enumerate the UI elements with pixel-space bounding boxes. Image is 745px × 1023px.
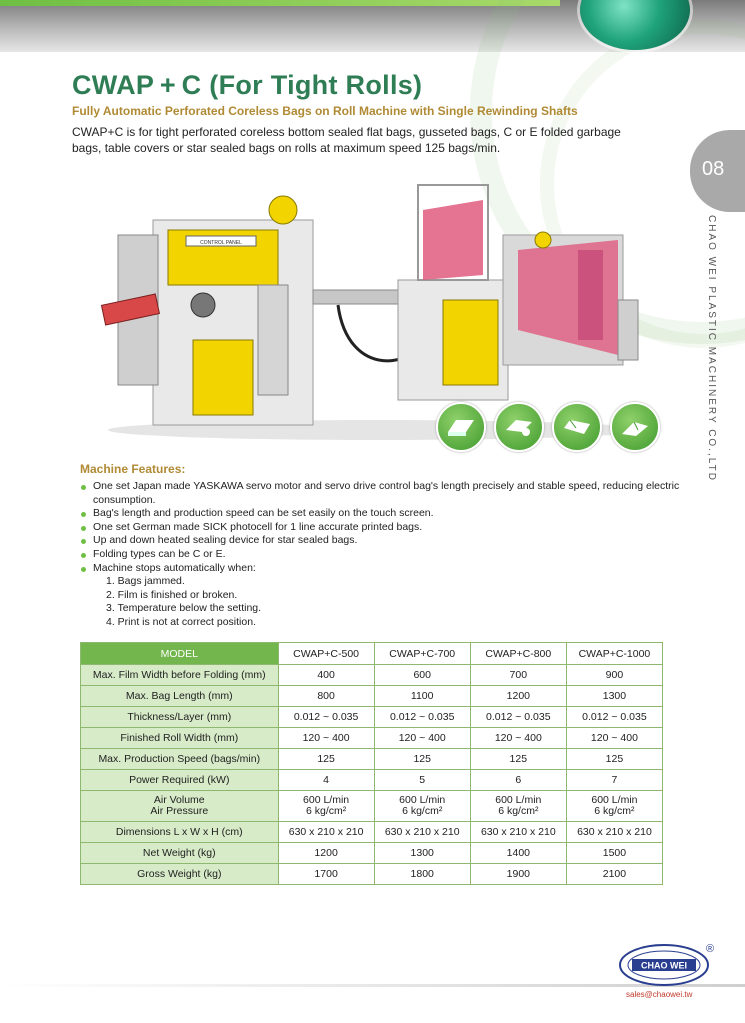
table-cell: 1500: [566, 843, 662, 864]
table-cell: 1300: [374, 843, 470, 864]
bullet-icon: [81, 553, 86, 558]
fold-type-icon: [436, 402, 486, 452]
table-cell: 1700: [278, 864, 374, 885]
row-label: Net Weight (kg): [81, 843, 279, 864]
stop-condition: 4. Print is not at correct position.: [106, 615, 256, 628]
row-label: Max. Production Speed (bags/min): [81, 749, 279, 770]
row-label: Max. Bag Length (mm): [81, 686, 279, 707]
list-item: Bag's length and production speed can be set easily on the touch screen.: [80, 507, 680, 521]
table-cell: 1300: [566, 686, 662, 707]
table-cell: 1200: [470, 686, 566, 707]
table-cell: 600: [374, 665, 470, 686]
list-item: Up and down heated sealing device for star sealed bags.: [80, 534, 680, 548]
table-cell: 0.012 ~ 0.035: [278, 707, 374, 728]
company-name-vertical: CHAO WEI PLASTIC MACHINERY CO.,LTD: [706, 215, 717, 482]
row-label: Dimensions L x W x H (cm): [81, 822, 279, 843]
list-item: One set Japan made YASKAWA servo motor and servo drive control bag's length precisely and stable speed, reducing electric consumption.: [80, 480, 680, 507]
page-subtitle: Fully Automatic Perforated Coreless Bags on Roll Machine with Single Rewinding Shafts: [72, 104, 578, 118]
table-cell: 125: [566, 749, 662, 770]
table-row: [81, 665, 663, 686]
company-logo: [618, 940, 718, 990]
bullet-icon: [81, 485, 86, 490]
table-row: [81, 864, 663, 885]
table-cell: 900: [566, 665, 662, 686]
table-cell: 630 x 210 x 210: [566, 822, 662, 843]
table-cell: 0.012 ~ 0.035: [374, 707, 470, 728]
table-row: [81, 686, 663, 707]
table-cell: 4: [278, 770, 374, 791]
table-cell: 1900: [470, 864, 566, 885]
table-header-cell: CWAP+C-800: [470, 643, 566, 665]
fold-type-icon: [610, 402, 660, 452]
fold-type-icon: [494, 402, 544, 452]
table-cell: 800: [278, 686, 374, 707]
spec-table: [80, 642, 663, 885]
table-cell: 1400: [470, 843, 566, 864]
list-item: One set German made SICK photocell for 1 line accurate printed bags.: [80, 521, 680, 535]
table-cell: 600 L/min 6 kg/cm²: [278, 791, 374, 822]
page-number: 08: [702, 158, 725, 180]
row-label: Thickness/Layer (mm): [81, 707, 279, 728]
features-heading: Machine Features:: [80, 462, 186, 476]
table-header-cell: CWAP+C-1000: [566, 643, 662, 665]
table-cell: 630 x 210 x 210: [374, 822, 470, 843]
table-cell: 7: [566, 770, 662, 791]
table-cell: 120 ~ 400: [278, 728, 374, 749]
list-item: Machine stops automatically when: 1. Bags jammed. 2. Film is finished or broken. 3. Temperature below the setting. 4. Print is not at correct position.: [80, 562, 680, 630]
table-cell: 1800: [374, 864, 470, 885]
row-label: Power Required (kW): [81, 770, 279, 791]
table-cell: 400: [278, 665, 374, 686]
table-row: [81, 728, 663, 749]
table-cell: 120 ~ 400: [374, 728, 470, 749]
table-row: [81, 770, 663, 791]
table-cell: 600 L/min 6 kg/cm²: [374, 791, 470, 822]
table-cell: 600 L/min 6 kg/cm²: [566, 791, 662, 822]
table-header-row: [81, 643, 663, 665]
table-header-cell: CWAP+C-500: [278, 643, 374, 665]
table-cell: 1100: [374, 686, 470, 707]
table-cell: 700: [470, 665, 566, 686]
table-row: [81, 749, 663, 770]
row-label: Max. Film Width before Folding (mm): [81, 665, 279, 686]
page-title: CWAP + C (For Tight Rolls): [72, 70, 423, 100]
table-row: [81, 843, 663, 864]
table-row: [81, 791, 663, 822]
table-cell: 0.012 ~ 0.035: [566, 707, 662, 728]
stop-condition: 3. Temperature below the setting.: [106, 602, 262, 615]
bullet-icon: [81, 567, 86, 572]
features-list: [80, 480, 680, 630]
row-label: Air Volume Air Pressure: [81, 791, 279, 822]
row-label: Finished Roll Width (mm): [81, 728, 279, 749]
table-cell: 5: [374, 770, 470, 791]
table-cell: 1200: [278, 843, 374, 864]
fold-type-icon: [552, 402, 602, 452]
stop-condition: 1. Bags jammed.: [106, 575, 185, 588]
table-header-cell: CWAP+C-700: [374, 643, 470, 665]
row-label: Gross Weight (kg): [81, 864, 279, 885]
table-header-cell: MODEL: [81, 643, 279, 665]
table-cell: 600 L/min 6 kg/cm²: [470, 791, 566, 822]
folding-type-icons: [436, 402, 666, 450]
table-row: [81, 707, 663, 728]
machine-panel-label: CONTROL PANEL: [200, 240, 242, 246]
table-cell: 120 ~ 400: [566, 728, 662, 749]
table-cell: 630 x 210 x 210: [470, 822, 566, 843]
bullet-icon: [81, 539, 86, 544]
table-cell: 125: [278, 749, 374, 770]
bullet-icon: [81, 526, 86, 531]
bullet-icon: [81, 512, 86, 517]
contact-email[interactable]: sales@chaowei.tw: [626, 990, 693, 999]
intro-paragraph: CWAP+C is for tight perforated coreless bottom sealed flat bags, gusseted bags, C or E folded garbage bags, table covers or star sealed bags on rolls at maximum speed 125 bags/min.: [72, 125, 621, 155]
top-accent-line: [0, 0, 560, 6]
table-cell: 6: [470, 770, 566, 791]
table-row: [81, 822, 663, 843]
logo-text: CHAO WEI: [641, 960, 687, 971]
stop-condition: 2. Film is finished or broken.: [106, 588, 238, 601]
table-cell: 125: [470, 749, 566, 770]
table-cell: 120 ~ 400: [470, 728, 566, 749]
table-cell: 125: [374, 749, 470, 770]
table-cell: 630 x 210 x 210: [278, 822, 374, 843]
list-item: Folding types can be C or E.: [80, 548, 680, 562]
registered-mark: ®: [705, 943, 715, 955]
table-cell: 2100: [566, 864, 662, 885]
table-cell: 0.012 ~ 0.035: [470, 707, 566, 728]
